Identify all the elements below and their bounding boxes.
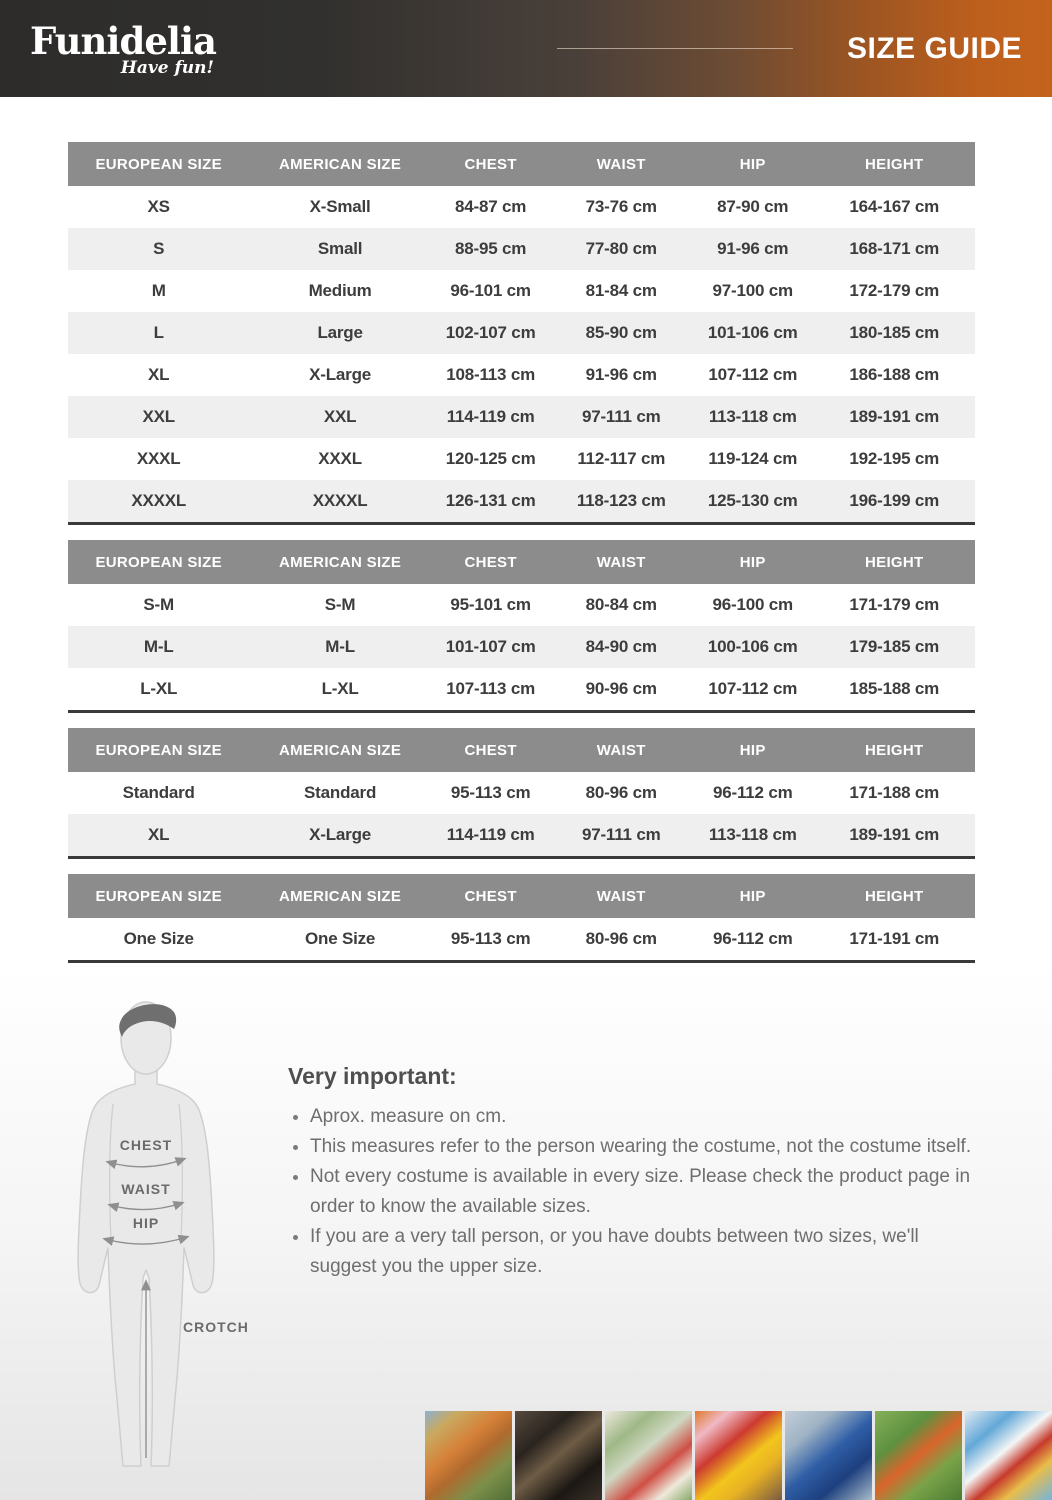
size-cell: XXXXL <box>131 491 187 510</box>
size-cell: Small <box>317 239 363 258</box>
size-cell: 171-191 cm <box>849 929 940 948</box>
size-cell: 114-119 cm <box>446 407 535 426</box>
size-cell: 73-76 cm <box>585 197 657 216</box>
pj-masks-costume-photo <box>785 1411 872 1500</box>
size-cell: 186-188 cm <box>849 365 940 384</box>
size-cell: 189-191 cm <box>849 407 940 426</box>
size-cell: 180-185 cm <box>849 323 940 342</box>
size-cell: 91-96 cm <box>585 365 657 384</box>
size-cell: Medium <box>308 281 372 300</box>
size-cell: 97-111 cm <box>581 407 661 426</box>
notes-list <box>288 1102 980 1282</box>
size-cell: 126-131 cm <box>445 491 536 510</box>
size-cell: L <box>153 323 164 342</box>
smurfs-costumes-photo <box>965 1411 1052 1500</box>
size-cell: 192-195 cm <box>849 449 940 468</box>
column-header: WAIST <box>551 874 692 918</box>
size-cell: 120-125 cm <box>445 449 536 468</box>
column-header: HIP <box>692 142 814 186</box>
column-header: HIP <box>692 874 814 918</box>
title-rule <box>557 48 793 49</box>
column-header: HEIGHT <box>814 874 975 918</box>
size-cell: 97-100 cm <box>712 281 793 300</box>
size-cell: X-Large <box>309 365 372 384</box>
masthead-title-row <box>557 32 1022 66</box>
size-cell: Large <box>317 323 363 342</box>
size-cell: 80-84 cm <box>585 595 657 614</box>
size-cell: 107-112 cm <box>708 679 798 698</box>
column-header: WAIST <box>551 142 692 186</box>
size-row <box>68 584 975 626</box>
size-cell: 113-118 cm <box>708 407 797 426</box>
size-row <box>68 186 975 228</box>
size-table-standard-sizes <box>68 728 975 859</box>
column-header: AMERICAN SIZE <box>249 142 430 186</box>
size-table-combined-sizes <box>68 540 975 713</box>
column-header: EUROPEAN SIZE <box>68 874 249 918</box>
size-cell: L-XL <box>140 679 178 698</box>
column-header: EUROPEAN SIZE <box>68 142 249 186</box>
note-item: • If you are a very tall person, or you have doubts between two sizes, we'll suggest you the upper size. <box>310 1222 980 1282</box>
size-row <box>68 918 975 962</box>
column-header: WAIST <box>551 540 692 584</box>
size-table-one-size <box>68 874 975 963</box>
size-cell: 95-101 cm <box>450 595 531 614</box>
size-cell: M-L <box>143 637 174 656</box>
size-cell: 189-191 cm <box>849 825 940 844</box>
size-cell: XXXL <box>318 449 362 468</box>
size-cell: XXXXL <box>312 491 368 510</box>
size-cell: 96-112 cm <box>713 929 793 948</box>
size-cell: 100-106 cm <box>707 637 798 656</box>
size-cell: 95-113 cm <box>450 783 531 802</box>
size-cell: 112-117 cm <box>577 449 666 468</box>
column-header: HEIGHT <box>814 728 975 772</box>
size-cell: S-M <box>143 595 174 614</box>
column-header: CHEST <box>431 874 551 918</box>
size-cell: 96-112 cm <box>713 783 793 802</box>
size-cell: XS <box>147 197 170 216</box>
size-cell: X-Large <box>309 825 372 844</box>
blanka-costume-photo <box>875 1411 962 1500</box>
column-header: HIP <box>692 728 814 772</box>
brand-block <box>30 19 216 78</box>
size-cell: XL <box>148 365 170 384</box>
size-cell: 179-185 cm <box>849 637 940 656</box>
size-cell: 81-84 cm <box>585 281 657 300</box>
size-row <box>68 626 975 668</box>
size-row <box>68 480 975 524</box>
header-row <box>68 874 975 918</box>
size-cell: 91-96 cm <box>717 239 789 258</box>
size-cell: 113-118 cm <box>708 825 797 844</box>
size-cell: M <box>151 281 166 300</box>
column-header: EUROPEAN SIZE <box>68 540 249 584</box>
size-cell: 172-179 cm <box>849 281 940 300</box>
waist-label: WAIST <box>121 1181 171 1197</box>
size-cell: 114-119 cm <box>446 825 535 844</box>
size-row <box>68 396 975 438</box>
hip-label: HIP <box>132 1215 160 1231</box>
size-cell: 108-113 cm <box>446 365 536 384</box>
note-item: • Not every costume is available in every size. Please check the product page in order to know the available sizes. <box>310 1162 980 1222</box>
size-cell: 77-80 cm <box>585 239 657 258</box>
size-cell: 164-167 cm <box>849 197 940 216</box>
size-cell: Standard <box>122 783 195 802</box>
size-cell: XXL <box>323 407 357 426</box>
size-row <box>68 772 975 814</box>
column-header: EUROPEAN SIZE <box>68 728 249 772</box>
notes-heading: Very important: <box>288 1063 457 1089</box>
header-row <box>68 540 975 584</box>
costume-photo-strip <box>425 1411 1052 1500</box>
size-cell: XXXL <box>136 449 181 468</box>
size-cell: 185-188 cm <box>849 679 940 698</box>
size-cell: One Size <box>123 929 194 948</box>
size-table-letter-sizes <box>68 142 975 525</box>
size-cell: S-M <box>324 595 356 614</box>
size-row <box>68 228 975 270</box>
size-cell: 95-113 cm <box>450 929 531 948</box>
size-cell: 171-188 cm <box>849 783 940 802</box>
note-item: • This measures refer to the person wearing the costume, not the costume itself. <box>310 1132 980 1162</box>
column-header: CHEST <box>431 142 551 186</box>
chest-label: CHEST <box>119 1137 173 1153</box>
size-cell: 96-101 cm <box>450 281 531 300</box>
size-cell: S <box>153 239 165 258</box>
column-header: HEIGHT <box>814 142 975 186</box>
size-cell: 88-95 cm <box>455 239 527 258</box>
costume-parade-photo <box>605 1411 692 1500</box>
note-item: • Aprox. measure on cm. <box>310 1102 980 1132</box>
size-cell: L-XL <box>321 679 359 698</box>
size-row <box>68 668 975 712</box>
size-cell: 80-96 cm <box>585 929 657 948</box>
size-cell: 171-179 cm <box>849 595 940 614</box>
size-row <box>68 814 975 858</box>
brand-tagline: Have fun! <box>120 58 214 78</box>
size-cell: 101-106 cm <box>707 323 798 342</box>
size-cell: 125-130 cm <box>707 491 798 510</box>
size-cell: 107-112 cm <box>708 365 798 384</box>
size-cell: X-Small <box>309 197 371 216</box>
size-cell: XXL <box>142 407 175 426</box>
size-cell: 119-124 cm <box>708 449 798 468</box>
page-title: SIZE GUIDE <box>846 31 1022 65</box>
column-header: CHEST <box>431 540 551 584</box>
size-cell: 107-113 cm <box>446 679 536 698</box>
column-header: CHEST <box>431 728 551 772</box>
size-cell: M-L <box>325 637 355 656</box>
crotch-label: CROTCH <box>183 1319 249 1335</box>
column-header: WAIST <box>551 728 692 772</box>
header-row <box>68 728 975 772</box>
dragon-ball-costumes-photo <box>425 1411 512 1500</box>
size-cell: 87-90 cm <box>717 197 789 216</box>
star-wars-costumes-photo <box>515 1411 602 1500</box>
size-cell: 196-199 cm <box>849 491 940 510</box>
size-cell: 85-90 cm <box>585 323 657 342</box>
bottom-section <box>0 963 1052 1500</box>
size-cell: 118-123 cm <box>576 491 666 510</box>
size-cell: 80-96 cm <box>585 783 657 802</box>
column-header: AMERICAN SIZE <box>249 728 430 772</box>
pacman-costumes-photo <box>695 1411 782 1500</box>
size-row <box>68 438 975 480</box>
important-notes <box>288 1063 980 1282</box>
size-cell: 97-111 cm <box>581 825 661 844</box>
column-header: AMERICAN SIZE <box>249 874 430 918</box>
size-cell: 96-100 cm <box>712 595 793 614</box>
body-measurement-figure <box>75 998 250 1468</box>
column-header: HEIGHT <box>814 540 975 584</box>
header-row <box>68 142 975 186</box>
size-cell: Standard <box>304 783 377 802</box>
size-cell: 102-107 cm <box>445 323 536 342</box>
size-row <box>68 354 975 396</box>
column-header: HIP <box>692 540 814 584</box>
funidelia-logo: Funidelia <box>30 19 216 63</box>
masthead <box>0 0 1052 97</box>
size-row <box>68 270 975 312</box>
size-cell: 84-90 cm <box>585 637 657 656</box>
size-row <box>68 312 975 354</box>
column-header: AMERICAN SIZE <box>249 540 430 584</box>
size-cell: 90-96 cm <box>585 679 657 698</box>
size-cell: 101-107 cm <box>445 637 536 656</box>
size-cell: 168-171 cm <box>849 239 940 258</box>
size-tables <box>68 142 975 963</box>
size-cell: One Size <box>304 929 376 948</box>
size-cell: 84-87 cm <box>455 197 527 216</box>
size-cell: XL <box>148 825 170 844</box>
